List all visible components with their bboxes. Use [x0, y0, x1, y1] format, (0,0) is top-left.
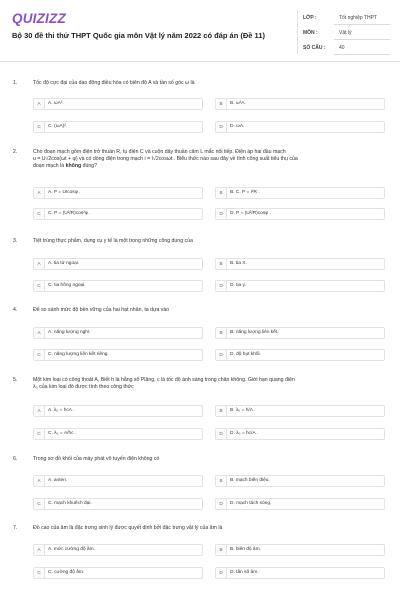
question-text	[33, 377, 389, 391]
option-text: C. λ₀ = A/hc .	[48, 431, 77, 436]
meta-underline	[334, 54, 390, 55]
option-text: C. năng lượng liên kết riêng.	[48, 352, 109, 357]
option-letter: B	[216, 406, 227, 416]
option-letter: A	[34, 328, 45, 338]
question-text: Đồ cao của âm là đặc trưng sinh lý được quyết định bởi đặc trưng vật lý của âm là	[33, 525, 223, 531]
question-number: 7.	[13, 525, 18, 531]
option-d[interactable]	[215, 208, 385, 220]
option-letter: C	[34, 429, 45, 439]
meta-count-label: SỐ CÂU :	[303, 45, 326, 51]
meta-class-label: LỚP :	[303, 15, 317, 21]
option-b[interactable]	[215, 258, 385, 270]
question-text	[33, 149, 389, 170]
question-text: Trong sơ đồ khối của máy phát vô tuyến điện không có	[33, 456, 160, 462]
option-letter: A	[34, 259, 45, 269]
option-text: A. anten.	[48, 478, 68, 483]
option-b[interactable]	[215, 98, 385, 110]
option-text: D. mạch tách sóng.	[230, 501, 272, 506]
meta-subject-value: Vật lý	[339, 30, 352, 36]
emphasis-text: không	[65, 163, 82, 169]
option-letter: B	[216, 328, 227, 338]
option-b[interactable]	[215, 405, 385, 417]
option-letter: A	[34, 188, 45, 198]
option-text: B. năng lượng liên kết.	[230, 330, 279, 335]
option-c[interactable]	[33, 349, 203, 361]
option-a[interactable]	[33, 258, 203, 270]
option-text: B. mạch biến điệu.	[230, 478, 270, 483]
question-number: 4.	[13, 307, 18, 313]
option-letter: A	[34, 545, 45, 555]
option-letter: C	[34, 568, 45, 578]
option-letter: A	[34, 406, 45, 416]
option-letter: D	[216, 350, 227, 360]
option-a[interactable]	[33, 544, 203, 556]
option-text: D. P = (U²/R)cosφ .	[230, 211, 272, 216]
option-text: B. tia X.	[230, 261, 247, 266]
option-c[interactable]	[33, 280, 203, 292]
question-text-line: Một kim loại có công thoát A, Biết h là hằng số Plăng, c là tốc độ ánh sáng trong chân không. Giới hạn quang điện	[33, 377, 295, 383]
meta-underline	[334, 39, 390, 40]
option-c[interactable]	[33, 567, 203, 579]
question-number: 1.	[13, 80, 18, 86]
question-text-line: λ₀ của kim loại đó được tính theo công thức	[33, 384, 134, 390]
option-b[interactable]	[215, 544, 385, 556]
option-letter: D	[216, 499, 227, 509]
question-text: Để so sánh mức độ bền vững của hai hạt nhân, ta dựa vào	[33, 307, 170, 313]
option-text: D. λ₀ = hc/A .	[230, 431, 258, 436]
header-divider	[297, 10, 298, 54]
option-letter: C	[34, 281, 45, 291]
option-text: B. ω²A.	[230, 101, 246, 106]
option-text: A. λ₀ = hcA .	[48, 408, 75, 413]
question-number: 6.	[13, 456, 18, 462]
quizizz-logo: QUIZIZZ	[12, 11, 66, 26]
option-d[interactable]	[215, 498, 385, 510]
meta-subject-label: MÔN :	[303, 30, 318, 36]
option-text: A. tia tử ngoại.	[48, 261, 80, 266]
option-letter: B	[216, 259, 227, 269]
question-number: 3.	[13, 238, 18, 244]
option-letter: B	[216, 188, 227, 198]
question-text-line: Cho đoạn mạch gồm điện trở thuần R, tụ điện C và cuộn dây thuần cảm L mắc nối tiếp. Điện áp hai đầu mạch	[33, 149, 286, 155]
option-letter: C	[34, 499, 45, 509]
option-d[interactable]	[215, 428, 385, 440]
option-letter: D	[216, 568, 227, 578]
option-b[interactable]	[215, 187, 385, 199]
option-letter: A	[34, 99, 45, 109]
question-number: 5.	[13, 377, 18, 383]
option-d[interactable]	[215, 349, 385, 361]
option-letter: C	[34, 209, 45, 219]
option-letter: D	[216, 122, 227, 132]
option-d[interactable]	[215, 121, 385, 133]
option-letter: D	[216, 429, 227, 439]
option-letter: A	[34, 476, 45, 486]
option-text: C. tia hồng ngoại.	[48, 283, 86, 288]
option-a[interactable]	[33, 405, 203, 417]
option-text: A. P = UIcosφ .	[48, 190, 81, 195]
option-letter: B	[216, 545, 227, 555]
question-text-line: u = U√2cos(ωt + φ) và có dòng điện trong mạch i = I√2cosωt . Biểu thức nào sau đây về tính công suất tiêu thụ của	[33, 156, 298, 162]
option-text: B. λ₀ = h/A .	[230, 408, 256, 413]
meta-count-value: 40	[339, 45, 345, 51]
option-a[interactable]	[33, 475, 203, 487]
option-c[interactable]	[33, 428, 203, 440]
option-d[interactable]	[215, 280, 385, 292]
option-c[interactable]	[33, 121, 203, 133]
option-letter: B	[216, 99, 227, 109]
option-text: D. ωA.	[230, 124, 245, 129]
option-letter: B	[216, 476, 227, 486]
option-letter: C	[34, 122, 45, 132]
option-text: D. tia γ.	[230, 283, 247, 288]
document-title: Bộ 30 đề thi thử THPT Quốc gia môn Vật lý năm 2022 có đáp án (Đề 11)	[12, 31, 265, 40]
option-text: B. C. P = I²R .	[230, 190, 260, 195]
option-c[interactable]	[33, 498, 203, 510]
question-text: Tiệt trùng thực phẩm, dụng cụ y tế là một trong những công dụng của	[33, 238, 193, 244]
option-b[interactable]	[215, 475, 385, 487]
option-letter: C	[34, 350, 45, 360]
option-d[interactable]	[215, 567, 385, 579]
option-b[interactable]	[215, 327, 385, 339]
option-c[interactable]	[33, 208, 203, 220]
option-text: A. năng lượng nghỉ.	[48, 330, 91, 335]
option-text: C. mạch khuếch đại.	[48, 501, 92, 506]
option-text: C. cường độ âm.	[48, 570, 85, 575]
document-header	[0, 0, 400, 62]
option-text: A. mức cường độ âm.	[48, 547, 95, 552]
option-a[interactable]	[33, 327, 203, 339]
meta-class-value: Tốt nghiệp THPT	[339, 15, 377, 21]
option-a[interactable]	[33, 187, 203, 199]
option-letter: D	[216, 209, 227, 219]
question-text-line: đoạn mạch là không đúng?	[33, 163, 98, 169]
option-text: C. (ωA)².	[48, 124, 68, 129]
option-letter: D	[216, 281, 227, 291]
question-number: 2.	[13, 149, 18, 155]
option-text: C. P = (U²/R)cos²φ .	[48, 211, 91, 216]
question-text: Tốc độ cực đại của dao động điều hòa có biên độ A và tần số góc ω là	[33, 80, 195, 86]
option-text: D. độ hụt khối.	[230, 352, 261, 357]
option-text: A. ωA².	[48, 101, 64, 106]
meta-underline	[334, 24, 390, 25]
option-a[interactable]	[33, 98, 203, 110]
option-text: D. tần số âm.	[230, 570, 259, 575]
option-text: B. biên độ âm.	[230, 547, 261, 552]
